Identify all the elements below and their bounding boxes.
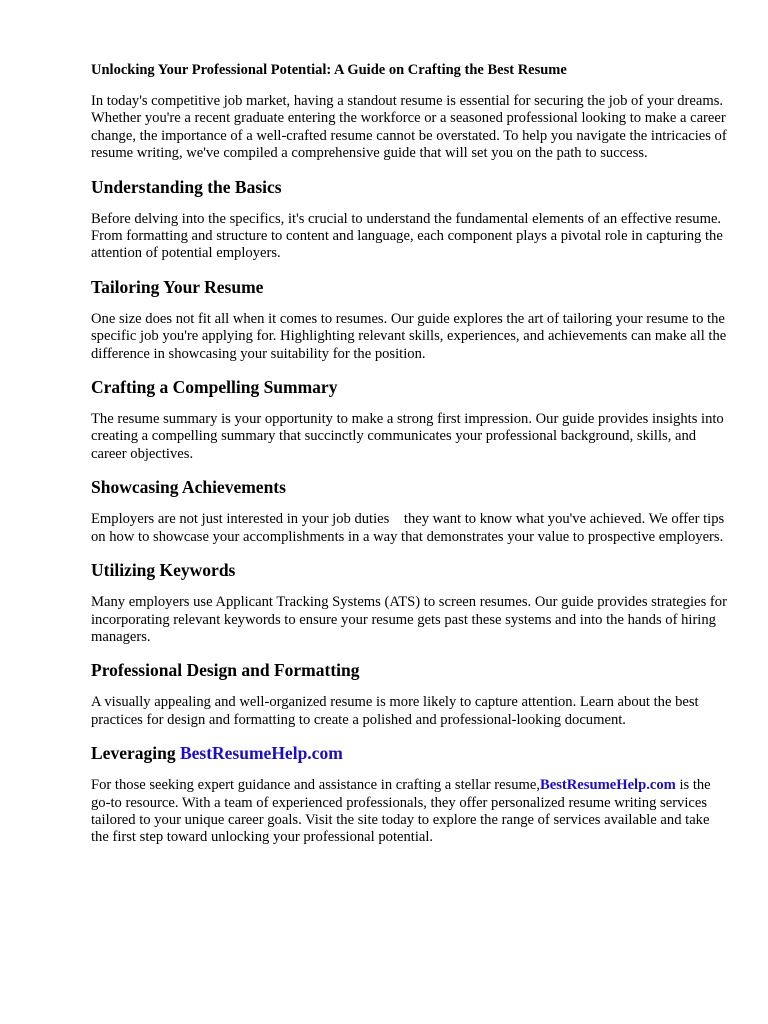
section-body-pre: For those seeking expert guidance and assistance in crafting a stellar resume, xyxy=(91,777,541,794)
section-body xyxy=(91,511,728,546)
section-heading: Showcasing Achievements xyxy=(91,477,286,498)
section-leveraging xyxy=(91,743,728,847)
section-body: Many employers use Applicant Tracking Systems (ATS) to screen resumes. Our guide provides strategies for incorporating relevant keywords to ensure your resume gets past these systems and into the hands of hiring managers. xyxy=(91,594,727,645)
body-site-link[interactable]: BestResumeHelp.com xyxy=(540,777,676,794)
section-heading xyxy=(91,743,728,763)
section-body-post: is the go-to resource. With a team of experienced professionals, they offer personalized resume writing services tailored to your unique career goals. Visit the site today to explore the range of services available and take the first step toward unlocking your professional potential. xyxy=(91,777,711,846)
section-heading: Professional Design and Formatting xyxy=(91,660,360,681)
section-showcasing-achievements xyxy=(91,477,728,546)
section-body: Before delving into the specifics, it's crucial to understand the fundamental elements of an effective resume. From formatting and structure to content and language, each component plays a pivotal role in capturing the attention of potential employers. xyxy=(91,210,723,262)
section-body: A visually appealing and well-organized resume is more likely to capture attention. Learn about the best practices for design and formatting to create a polished and professional-looking document. xyxy=(91,694,699,728)
section-heading: Crafting a Compelling Summary xyxy=(91,377,338,398)
section-body: One size does not fit all when it comes to resumes. Our guide explores the art of tailoring your resume to the specific job you're applying for. Highlighting relevant skills, experiences, and achievements can make all the difference in showcasing your suitability for the position. xyxy=(91,310,727,362)
section-heading-prefix: Leveraging xyxy=(91,743,176,764)
document-title: Unlocking Your Professional Potential: A Guide on Crafting the Best Resume xyxy=(91,62,567,78)
heading-site-link[interactable]: BestResumeHelp.com xyxy=(179,743,343,764)
section-heading: Utilizing Keywords xyxy=(91,560,236,581)
section-design-formatting xyxy=(91,660,728,729)
intro-paragraph: In today's competitive job market, having a standout resume is essential for securing the job of your dreams. Whether you're a recent graduate entering the workforce or a seasoned professional looking to make a career change, the importance of a well-crafted resume cannot be overstated. To help you navigate the intricacies of resume writing, we've compiled a comprehensive guide that will set you on the path to success. xyxy=(91,93,727,162)
section-body xyxy=(91,777,728,847)
missing-dash-gap xyxy=(389,511,404,527)
section-body-part1: Employers are not just interested in your job duties xyxy=(91,511,390,528)
section-heading: Tailoring Your Resume xyxy=(91,276,264,297)
section-utilizing-keywords xyxy=(91,560,728,646)
section-heading: Understanding the Basics xyxy=(91,176,282,197)
section-compelling-summary xyxy=(91,377,728,463)
section-tailoring-resume xyxy=(91,277,728,363)
section-body: The resume summary is your opportunity to make a strong first impression. Our guide provides insights into creating a compelling summary that succinctly communicates your professional background, skills, and career objectives. xyxy=(91,411,724,462)
section-body-part2: they want to know what you've achieved. We offer tips on how to showcase your accomplishments in a way that demonstrates your value to prospective employers. xyxy=(91,511,725,545)
section-understanding-basics xyxy=(91,177,728,263)
